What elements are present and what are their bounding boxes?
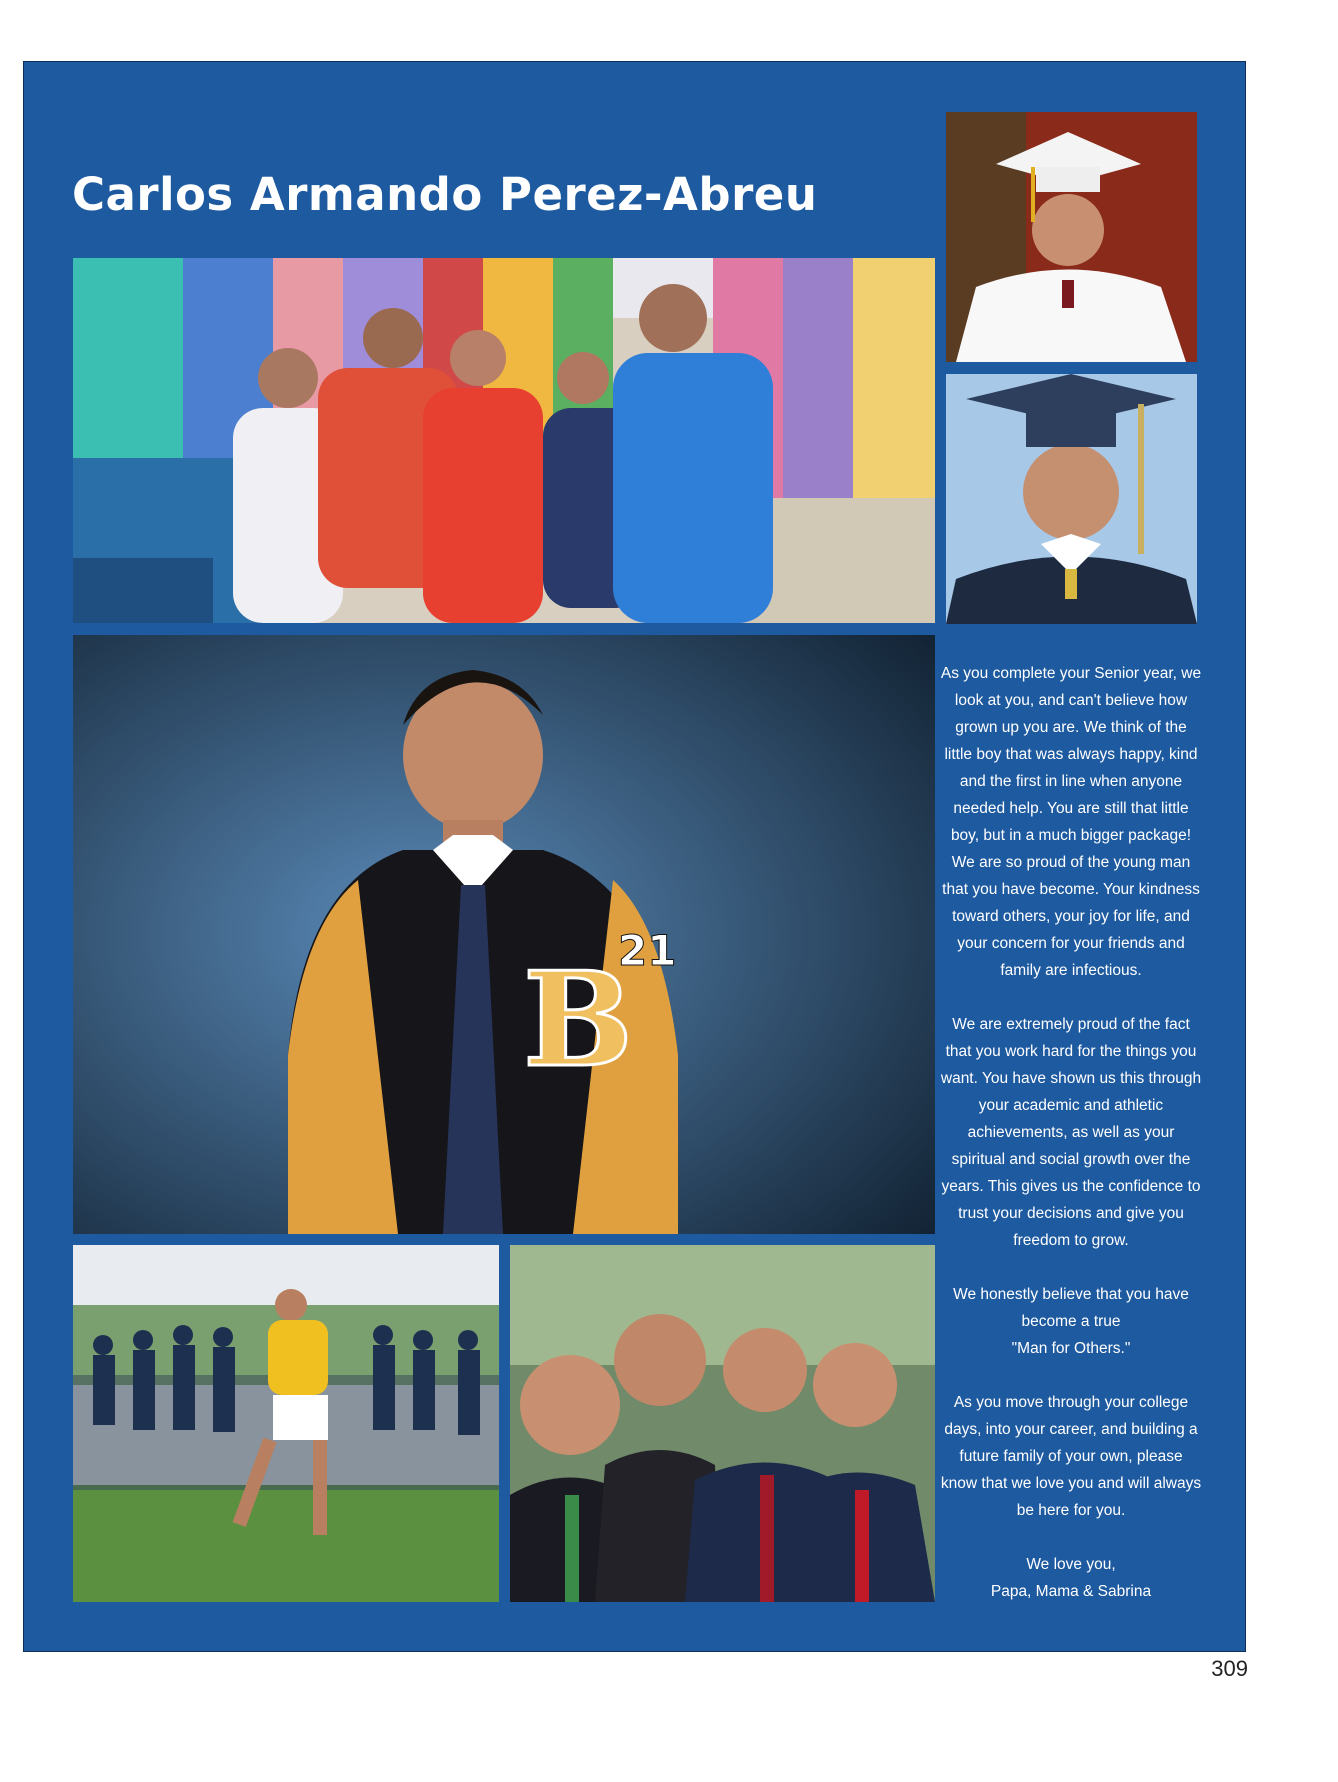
svg-text:21: 21 [618, 926, 677, 975]
letter-paragraph-2: We are extremely proud of the fact that you work hard for the things you want. You have shown us this through your academic and athletic achievements, as well as your spiritual and social growth over the years. This gives us the confidence to trust your decisions and give you freedom to grow. [940, 1016, 1202, 1249]
page-title: Carlos Armando Perez-Abreu [72, 168, 818, 221]
letter-paragraph-1: As you complete your Senior year, we look at you, and can't believe how grown up you are. We think of the little boy that was always happy, kind and the first in line when anyone needed help. You are still that little boy, but in a much bigger package! We are so proud of the young man that you have become. Your kindness toward others, your joy for life, and your concern for your friends and family are infectious. [940, 665, 1202, 979]
friends-selfie-photo [510, 1245, 935, 1602]
letter-closing [940, 1551, 1202, 1605]
letter-paragraph-4: As you move through your college days, into your career, and building a future family of your own, please know that we love you and will always be here for you. [940, 1394, 1202, 1519]
letter-paragraph-3-line-2: "Man for Others." [1011, 1340, 1131, 1357]
letter-closing-line: We love you, [1026, 1556, 1116, 1573]
letter-paragraph-3-line-1: We honestly believe that you have become a true [953, 1286, 1189, 1330]
page-number: 309 [1211, 1656, 1248, 1681]
parents-letter [940, 660, 1202, 1605]
family-venice-photo [73, 258, 935, 623]
kindergarten-graduation-photo [946, 112, 1197, 362]
letterman-jacket-portrait [73, 635, 935, 1234]
golf-swing-photo [73, 1245, 499, 1602]
letter-paragraph-3 [940, 1281, 1202, 1362]
senior-graduation-photo [946, 374, 1197, 624]
svg-text:B: B [523, 943, 633, 1096]
letter-signature: Papa, Mama & Sabrina [990, 1583, 1152, 1600]
